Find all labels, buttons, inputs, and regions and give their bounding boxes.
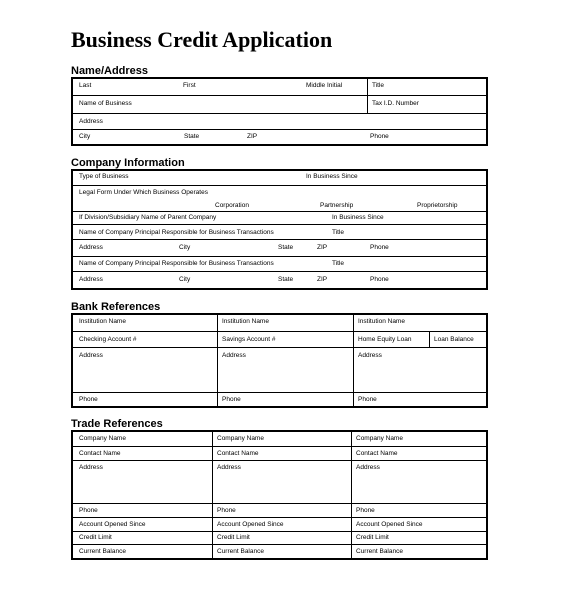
divider [353, 348, 354, 393]
form-row [73, 271, 486, 289]
divider [353, 332, 354, 348]
form-row [73, 211, 486, 225]
business-name-field[interactable]: Name of Business [79, 100, 132, 107]
form-row [73, 224, 486, 240]
divider [217, 332, 218, 348]
proprietorship-option[interactable]: Proprietorship [417, 202, 458, 209]
divider [367, 79, 368, 95]
principal-address-field-2[interactable]: Address [79, 276, 103, 283]
divider [217, 393, 218, 407]
title-field[interactable]: Title [372, 82, 385, 89]
trade-account-opened-field[interactable]: Account Opened Since [79, 521, 146, 528]
divider [217, 315, 218, 331]
bank-phone-field[interactable]: Phone [358, 396, 377, 403]
bank-institution-name-field[interactable]: Institution Name [358, 318, 405, 325]
bank-references-form [71, 313, 488, 408]
first-name-field[interactable]: First [183, 82, 196, 89]
divider [351, 447, 352, 461]
form-row [73, 460, 486, 504]
divider [212, 518, 213, 532]
bank-institution-name-field[interactable]: Institution Name [79, 318, 126, 325]
legal-form-label: Legal Form Under Which Business Operates [79, 189, 208, 196]
form-row [73, 392, 486, 407]
divider [429, 332, 430, 348]
trade-address-field[interactable]: Address [217, 464, 241, 471]
trade-company-name-field[interactable]: Company Name [356, 435, 403, 442]
divider [353, 315, 354, 331]
trade-credit-limit-field[interactable]: Credit Limit [217, 534, 250, 541]
phone-field[interactable]: Phone [370, 133, 389, 140]
last-name-field[interactable]: Last [79, 82, 92, 89]
divider [212, 432, 213, 446]
form-row [73, 79, 486, 95]
checking-account-field[interactable]: Checking Account # [79, 336, 137, 343]
principal-state-field-2[interactable]: State [278, 276, 294, 283]
trade-contact-name-field[interactable]: Contact Name [217, 450, 259, 457]
form-row [73, 347, 486, 393]
divider [367, 96, 368, 114]
trade-phone-field[interactable]: Phone [217, 507, 236, 514]
form-row [73, 171, 486, 185]
in-business-since-field[interactable]: In Business Since [306, 173, 358, 180]
section-heading-name-address: Name/Address [71, 65, 149, 77]
principal-city-field-2[interactable]: City [179, 276, 191, 283]
principal-title-field-2[interactable]: Title [332, 260, 345, 267]
divider [212, 504, 213, 518]
form-row [73, 446, 486, 461]
trade-company-name-field[interactable]: Company Name [79, 435, 126, 442]
divider [217, 348, 218, 393]
trade-address-field[interactable]: Address [356, 464, 380, 471]
form-row [73, 95, 486, 114]
divider [351, 432, 352, 446]
trade-current-balance-field[interactable]: Current Balance [217, 548, 264, 555]
divider [351, 461, 352, 504]
company-information-form [71, 169, 488, 290]
middle-initial-field[interactable]: Middle Initial [306, 82, 343, 89]
form-row [73, 256, 486, 272]
trade-current-balance-field[interactable]: Current Balance [356, 548, 403, 555]
bank-phone-field[interactable]: Phone [79, 396, 98, 403]
section-heading-company-information: Company Information [71, 157, 185, 169]
divider [351, 518, 352, 532]
savings-account-field[interactable]: Savings Account # [222, 336, 276, 343]
corporation-option[interactable]: Corporation [215, 202, 249, 209]
trade-account-opened-field[interactable]: Account Opened Since [356, 521, 423, 528]
trade-phone-field[interactable]: Phone [356, 507, 375, 514]
principal-city-field-1[interactable]: City [179, 244, 191, 251]
form-row [73, 531, 486, 545]
state-field[interactable]: State [184, 133, 200, 140]
trade-company-name-field[interactable]: Company Name [217, 435, 264, 442]
home-equity-loan-field[interactable]: Home Equity Loan [358, 336, 412, 343]
trade-address-field[interactable]: Address [79, 464, 103, 471]
section-heading-bank-references: Bank References [71, 301, 161, 313]
type-of-business-field[interactable]: Type of Business [79, 173, 129, 180]
principal-state-field-1[interactable]: State [278, 244, 294, 251]
form-row [73, 544, 486, 559]
bank-institution-name-field[interactable]: Institution Name [222, 318, 269, 325]
trade-contact-name-field[interactable]: Contact Name [356, 450, 398, 457]
principal-phone-field-2[interactable]: Phone [370, 276, 389, 283]
divider [351, 504, 352, 518]
trade-credit-limit-field[interactable]: Credit Limit [79, 534, 112, 541]
zip-field[interactable]: ZIP [247, 133, 258, 140]
form-row [73, 185, 486, 212]
form-row [73, 517, 486, 532]
name-address-form [71, 77, 488, 146]
trade-account-opened-field[interactable]: Account Opened Since [217, 521, 284, 528]
trade-contact-name-field[interactable]: Contact Name [79, 450, 121, 457]
form-row [73, 331, 486, 348]
tax-id-field[interactable]: Tax I.D. Number [372, 100, 419, 107]
address-field[interactable]: Address [79, 118, 103, 125]
divider [353, 393, 354, 407]
principal-zip-field-1[interactable]: ZIP [317, 244, 328, 251]
trade-credit-limit-field[interactable]: Credit Limit [356, 534, 389, 541]
divider [212, 461, 213, 504]
partnership-option[interactable]: Partnership [320, 202, 354, 209]
parent-company-field[interactable]: If Division/Subsidiary Name of Parent Company [79, 214, 217, 221]
bank-address-field[interactable]: Address [222, 352, 246, 359]
principal-phone-field-1[interactable]: Phone [370, 244, 389, 251]
form-row [73, 113, 486, 130]
principal-name-field-1[interactable]: Name of Company Principal Responsible for Business Transactions [79, 229, 274, 236]
principal-name-field-2[interactable]: Name of Company Principal Responsible for Business Transactions [79, 260, 274, 267]
bank-address-field[interactable]: Address [358, 352, 382, 359]
city-field[interactable]: City [79, 133, 91, 140]
principal-title-field-1[interactable]: Title [332, 229, 345, 236]
in-business-since-field-2[interactable]: In Business Since [332, 214, 384, 221]
loan-balance-field[interactable]: Loan Balance [434, 336, 474, 343]
bank-address-field[interactable]: Address [79, 352, 103, 359]
form-row [73, 315, 486, 331]
form-row [73, 239, 486, 257]
section-heading-trade-references: Trade References [71, 418, 163, 430]
divider [212, 447, 213, 461]
trade-phone-field[interactable]: Phone [79, 507, 98, 514]
form-row [73, 503, 486, 518]
form-row [73, 129, 486, 145]
divider [212, 545, 213, 559]
principal-address-field-1[interactable]: Address [79, 244, 103, 251]
trade-current-balance-field[interactable]: Current Balance [79, 548, 126, 555]
principal-zip-field-2[interactable]: ZIP [317, 276, 328, 283]
page-title: Business Credit Application [71, 27, 333, 52]
divider [351, 545, 352, 559]
trade-references-form [71, 430, 488, 560]
form-row [73, 432, 486, 446]
bank-phone-field[interactable]: Phone [222, 396, 241, 403]
